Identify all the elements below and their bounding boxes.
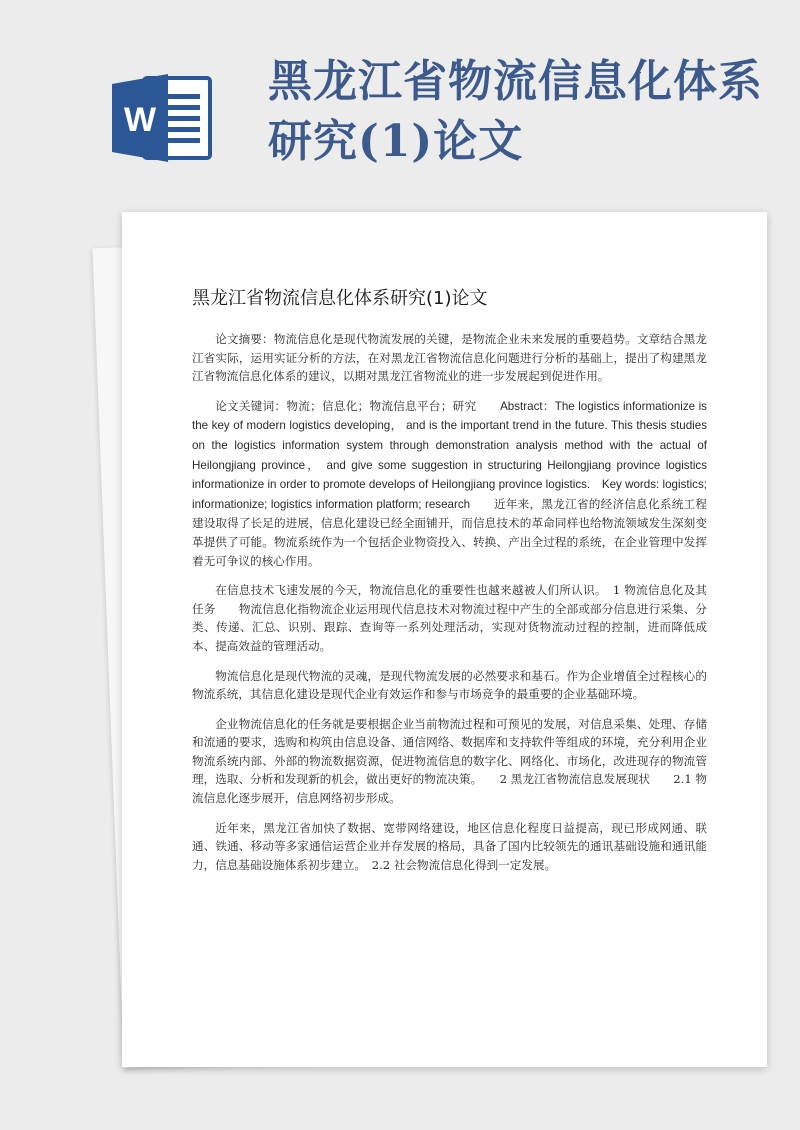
svg-text:W: W: [123, 101, 157, 139]
document-page: [122, 212, 767, 1067]
word-document-icon: [112, 72, 214, 164]
body-paragraph-5: 企业物流信息化的任务就是要根据企业当前物流过程和可预见的发展，对信息采集、处理、存储和流通的要求，选购和构筑由信息设备、通信网络、数据库和支持软件等组成的环境，充分利用企业物流系统内部、外部的物流数据资源，促进物流信息的数字化、网络化、市场化，改进现存的物流管理，选取、分析和发现新的机会，做出更好的物流决策。 2 黑龙江省物流信息发展现状 2.1 物流信息化逐步展开，信息网络初步形成。: [192, 716, 707, 806]
abstract-english: Abstract：The logistics informationize is the key of modern logistics developing， and is the important trend in the future. This thesis studies on the logistics information system through demonstration analysis method with the actual of Heilongjiang province， and give some suggestion in structuring Heilongjiang province logistics informationize in order to promote develops of Heilongjiang province logistics. Key words: logistics; informationize; logistics information platform; research: [192, 399, 707, 511]
keywords-paragraph: [192, 397, 707, 570]
intro-text: 近年来，黑龙江省的经济信息化系统工程建设取得了长足的进展，信息化建设已经全面铺开，而信息技术的革命同样也给物流领域发生深刻变革提供了可能。物流系统作为一个包括企业物资投入、转换、产出全过程的系统，在企业管理中发挥着无可争议的核心作用。: [192, 496, 707, 568]
body-paragraph-6: 近年来，黑龙江省加快了数据、宽带网络建设，地区信息化程度日益提高，现已形成网通、联通、铁通、移动等多家通信运营企业并存发展的格局，具备了国内比较领先的通讯基础设施和通讯能力，信息基础设施体系初步建立。 2.2 社会物流信息化得到一定发展。: [192, 820, 707, 872]
document-title: 黑龙江省物流信息化体系研究(1)论文: [192, 288, 488, 309]
abstract-paragraph: 论文摘要：物流信息化是现代物流发展的关键，是物流企业未来发展的重要趋势。文章结合黑龙江省实际，运用实证分析的方法，在对黑龙江省物流信息化问题进行分析的基础上，提出了构建黑龙江省物流信息化体系的建议，以期对黑龙江省物流业的进一步发展起到促进作用。: [192, 332, 707, 384]
body-paragraph-3: 在信息技术飞速发展的今天，物流信息化的重要性也越来越被人们所认识。 1 物流信息化及其任务 物流信息化指物流企业运用现代信息技术对物流过程中产生的全部或部分信息进行采集、分类、传递、汇总、识别、跟踪、查询等一系列处理活动，实现对货物流动过程的控制，进而降低成本、提高效益的管理活动。: [192, 583, 707, 653]
keywords-cn: 论文关键词：物流；信息化；物流信息平台；研究: [215, 398, 501, 413]
body-paragraph-4: 物流信息化是现代物流的灵魂，是现代物流发展的必然要求和基石。作为企业增值全过程核心的物流系统，其信息化建设是现代企业有效运作和参与市场竞争的最重要的企业基础环境。: [192, 668, 707, 702]
banner-title: 黑龙江省物流信息化体系研究(1)论文: [268, 56, 763, 167]
document-body: [192, 330, 707, 885]
banner-header: [0, 0, 800, 200]
